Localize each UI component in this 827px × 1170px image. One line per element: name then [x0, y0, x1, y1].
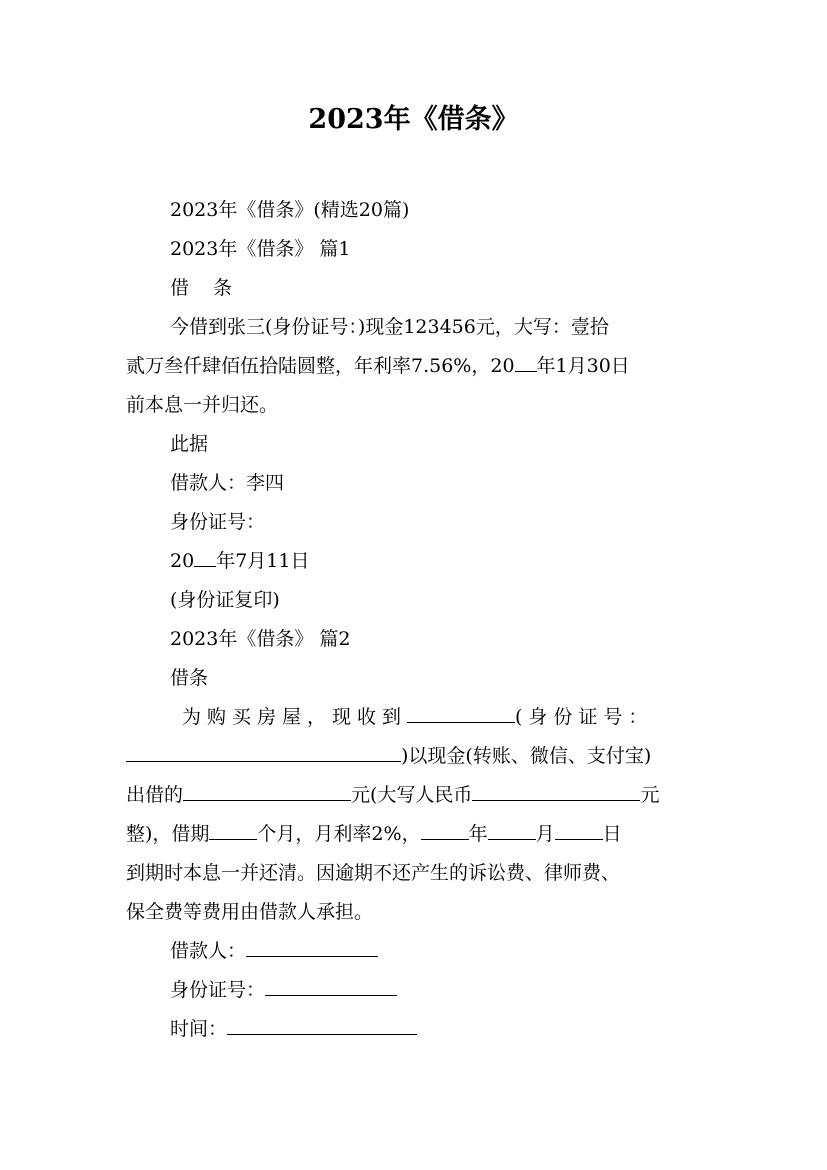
lender-id-blank: [126, 742, 401, 762]
time-blank: [227, 1015, 417, 1035]
part1-text-line2: [126, 347, 716, 386]
part1-text-line2-a: 贰万叁仟肆佰伍拾陆圆整，年利率7.56%，20: [126, 355, 515, 377]
part2-heading: 2023年《借条》 篇2: [170, 628, 351, 650]
subtitle: 2023年《借条》(精选20篇): [170, 199, 410, 221]
part1-id-label: 身份证号：: [170, 511, 266, 533]
part2-l4-a: 整)，借期: [126, 823, 210, 845]
part2-l4-e: 日: [602, 823, 622, 845]
part2-time: [126, 1010, 716, 1049]
part1-date-prefix: 20: [170, 550, 195, 572]
part2-line5: 到期时本息一并还清。因逾期不还产生的诉讼费、律师费、: [126, 862, 621, 884]
due-month-blank: [488, 820, 536, 840]
date-year-blank: [194, 547, 216, 567]
document-title: 2023年《借条》: [308, 104, 519, 135]
part1-text-line1: 今借到张三(身份证号：)现金123456元，大写：壹拾: [170, 316, 609, 338]
part2-label: 借条: [170, 667, 209, 689]
part2-l4-c: 年: [468, 823, 488, 845]
part2-l2-a: )以现金(转账、微信、支付宝): [401, 745, 652, 767]
borrower-id-blank: [265, 976, 397, 996]
part2-borrower: [126, 932, 716, 971]
part2-l3-c: 元: [640, 784, 660, 806]
part1-text-line3: 前本息一并归还。: [126, 394, 279, 416]
due-year-blank: [421, 820, 469, 840]
part2-l3-a: 出借的: [126, 784, 184, 806]
part2-l4-b: 个月，月利率2%，: [257, 823, 421, 845]
amount-blank: [183, 781, 351, 801]
part1-borrower: 借款人：李四: [170, 472, 285, 494]
part1-text-line2-b: 年1月30日: [536, 355, 630, 377]
part2-l4-d: 月: [535, 823, 555, 845]
part1-proof: 此据: [170, 433, 209, 455]
part2-id: [126, 971, 716, 1010]
part2-id-label: 身份证号：: [170, 979, 266, 1001]
part1-note: (身份证复印): [170, 589, 280, 611]
part1-date-suffix: 年7月11日: [216, 550, 310, 572]
part2-line2: [126, 737, 716, 776]
part1-label: 借 条: [170, 277, 242, 299]
borrower-blank: [246, 937, 378, 957]
part2-line1: [126, 698, 716, 737]
document-body: [126, 191, 716, 1049]
part2-line3: [126, 776, 716, 815]
part2-l1-b: (身份证号：: [515, 706, 654, 728]
part2-line4: [126, 815, 716, 854]
part2-time-label: 时间：: [170, 1018, 228, 1040]
term-months-blank: [209, 820, 257, 840]
part2-l1-a: 为购买房屋，现收到: [182, 706, 408, 728]
part2-l3-b: 元(大写人民币: [351, 784, 473, 806]
part2-line6: 保全费等费用由借款人承担。: [126, 901, 374, 923]
lender-name-blank: [407, 703, 515, 723]
part1-heading: 2023年《借条》 篇1: [170, 238, 351, 260]
part1-date: [126, 542, 716, 581]
year-blank: [515, 352, 537, 372]
part2-borrower-label: 借款人：: [170, 940, 247, 962]
due-day-blank: [555, 820, 603, 840]
amount-upper-blank: [472, 781, 640, 801]
